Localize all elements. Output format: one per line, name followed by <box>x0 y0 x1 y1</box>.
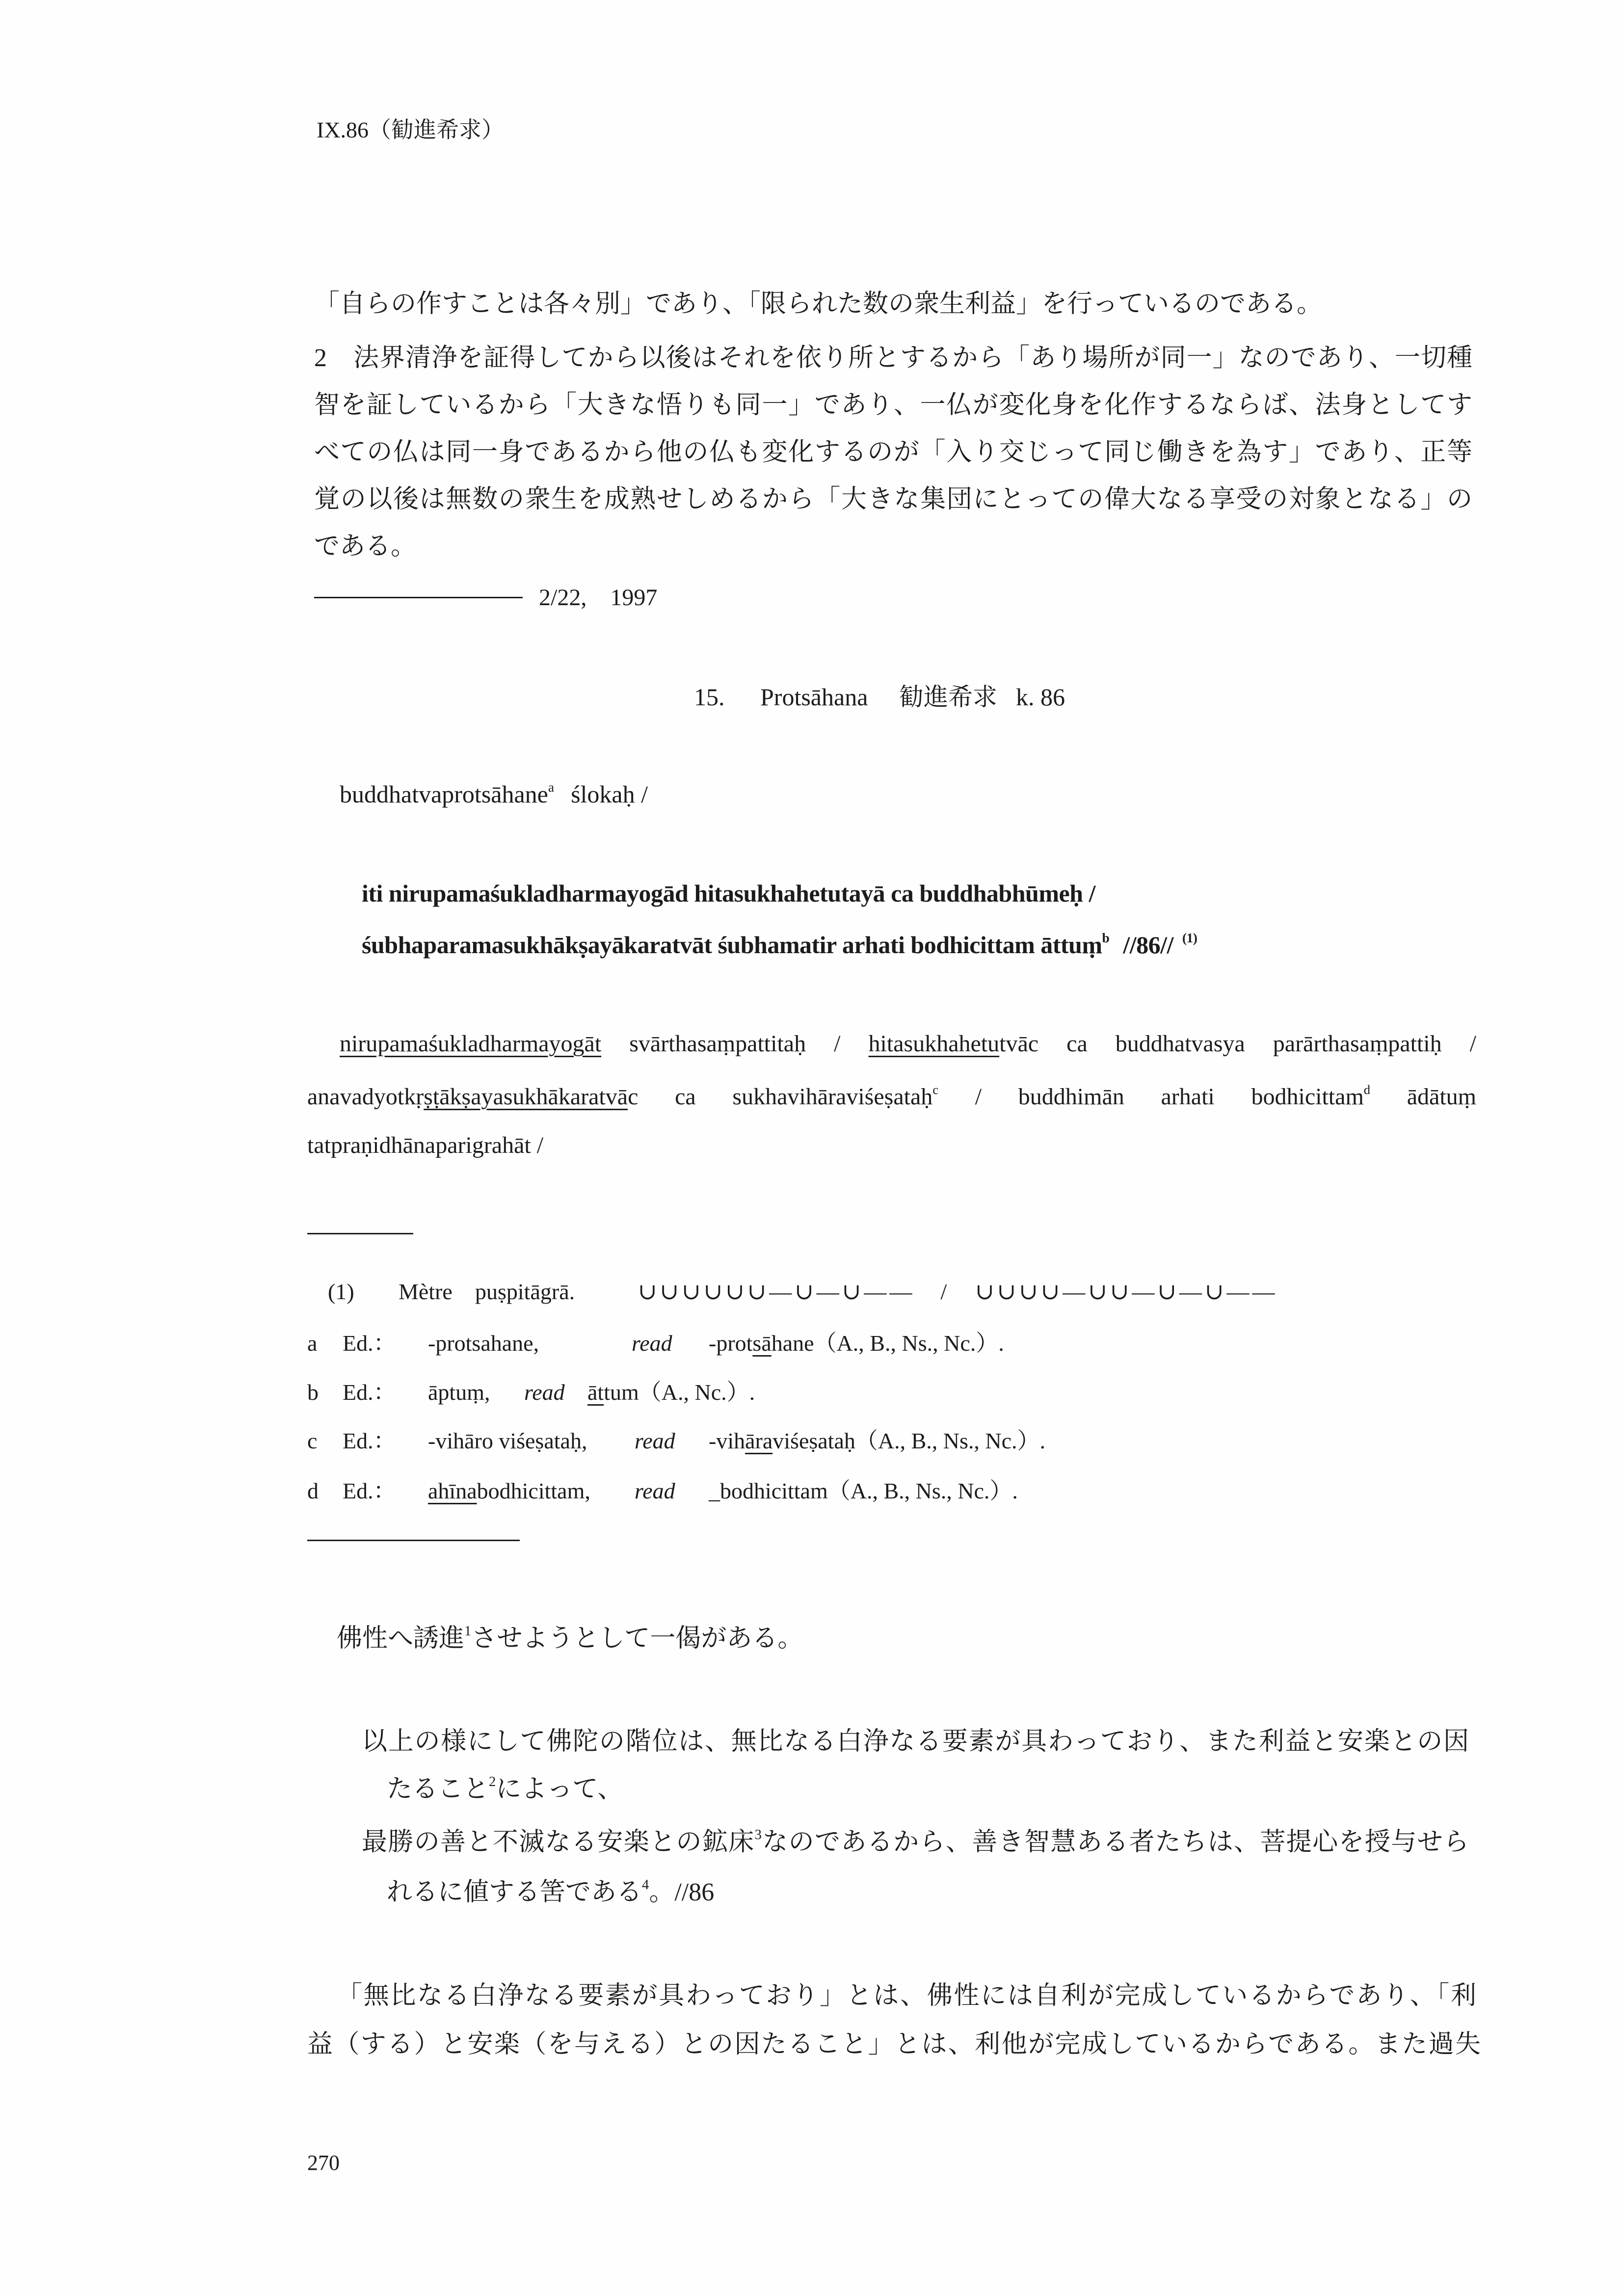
prev-commentary-line: 智を証しているから「大きな悟りも同一」であり、一仏が変化身を化作するならば、法身としてす <box>314 391 1472 419</box>
commentary-text: c ca sukhavihāraviśeṣataḥ <box>628 1084 933 1110</box>
footnote-reading: -vihāro viśeṣataḥ, <box>428 1428 587 1453</box>
metre-note-marker: (1) <box>1182 930 1198 945</box>
reading-text: bodhicittam, <box>477 1478 590 1503</box>
footnote-rule <box>307 1233 413 1234</box>
translation-text: 。//86 <box>649 1878 715 1906</box>
reading-underlined: ahīna <box>428 1478 477 1503</box>
correction-text: viśeṣataḥ（A., B., Ns., Nc.）. <box>772 1428 1046 1453</box>
footnote-edition: Ed.： <box>343 1478 396 1503</box>
footnote-read-label: read <box>524 1380 565 1405</box>
translation-text: によって、 <box>496 1775 623 1803</box>
underlined-term: ṣṭākṣayasukhākaratvā <box>424 1084 628 1110</box>
footnote-marker: d <box>1363 1082 1370 1097</box>
section-title-sanskrit: Protsāhana <box>760 683 868 711</box>
running-head: IX.86（勧進希求） <box>317 117 505 142</box>
section-number: 15. <box>694 683 725 711</box>
translation-intro <box>337 1624 803 1654</box>
prev-commentary-line: 「自らの作すことは各々別」であり、「限られた数の衆生利益」を行っているのである。 <box>314 290 1323 318</box>
translation-verse-line <box>362 1827 1469 1858</box>
translation-verse-line: 以上の様にして佛陀の階位は、無比なる白浄なる要素が具わっており、また利益と安楽との因 <box>362 1728 1469 1756</box>
commentary-line-2 <box>307 1083 1476 1111</box>
correction-underlined: sā <box>752 1331 772 1356</box>
verse-number: //86// <box>1123 931 1173 959</box>
footnote-correction <box>709 1330 1004 1357</box>
footnote-label: (1) <box>328 1279 354 1304</box>
prev-commentary-line: 2 法界清浄を証得してから以後はそれを依り所とするから「あり場所が同一」なのであり、一切種 <box>314 344 1472 372</box>
verse-line-2 <box>362 930 1197 960</box>
correction-text: -prot <box>709 1331 753 1356</box>
footnote-key: d <box>307 1478 319 1503</box>
footnote-edition: Ed.： <box>343 1380 396 1405</box>
note-marker: 2 <box>489 1774 496 1790</box>
note-marker: 4 <box>642 1877 649 1893</box>
correction-underlined: āt <box>587 1380 604 1405</box>
footnote-b <box>307 1379 1534 1408</box>
note-marker: 3 <box>754 1827 762 1843</box>
sanskrit-intro-rest: ślokaḥ / <box>571 780 648 808</box>
footnote-correction <box>587 1379 755 1406</box>
translation-text: させようとして一偈がある。 <box>471 1625 803 1653</box>
metre-name: puṣpitāgrā. <box>475 1279 575 1304</box>
footnote-key: c <box>307 1428 318 1453</box>
footnote-term: Mètre <box>399 1279 453 1304</box>
footnote-reading: -protsahane, <box>428 1331 539 1356</box>
translation-verse-line <box>387 1877 714 1908</box>
commentary-text: / buddhimān arhati bodhicittam <box>938 1084 1364 1110</box>
footnote-read-label: read <box>635 1478 675 1503</box>
verse-line-2-text: śubhaparamasukhākṣayākaratvāt śubhamatir arhati bodhicittam āttuṃ <box>362 931 1102 959</box>
commentary-line-3: tatpraṇidhānaparigrahāt / <box>307 1132 544 1158</box>
footnote-edition: Ed.： <box>343 1428 396 1453</box>
footnote-d <box>307 1477 1534 1507</box>
correction-underlined: āra <box>745 1428 773 1453</box>
correction-text: tum（A., Nc.）. <box>604 1380 755 1405</box>
prev-commentary-line: である。 <box>314 533 417 561</box>
translation-commentary-line: 益（する）と安楽（を与える）との因たること」とは、利他が完成しているからである。また過失 <box>307 2030 1481 2058</box>
translation-text: れるに値する筈である <box>387 1878 642 1906</box>
footnote-marker: c <box>932 1082 939 1097</box>
footnote-end-rule <box>307 1540 520 1541</box>
prev-commentary-line: 覚の以後は無数の衆生を成熟せしめるから「大きな集団にとっての偉大なる享受の対象となる」の <box>314 485 1472 513</box>
correction-text: -vih <box>709 1428 745 1453</box>
translation-text: 最勝の善と不滅なる安楽との鉱床 <box>362 1828 755 1856</box>
underlined-term: hitasukhahetu <box>868 1031 1000 1057</box>
sanskrit-intro-word: buddhatvaprotsāhane <box>340 780 548 808</box>
footnote-key: b <box>307 1380 319 1405</box>
footnote-reading: āptuṃ, <box>428 1380 490 1405</box>
footnote-read-label: read <box>635 1428 675 1453</box>
date-rule <box>314 597 523 598</box>
commentary-line-1 <box>340 1030 1476 1058</box>
translation-text: なのであるから、善き智慧ある者たちは、菩提心を授与せら <box>761 1828 1469 1856</box>
footnote-marker: b <box>1102 930 1110 945</box>
footnote-a <box>307 1330 1534 1359</box>
commentary-text: ādātuṃ <box>1370 1084 1477 1110</box>
prev-commentary-line: べての仏は同一身であるから他の仏も変化するのが「入り交じって同じ働きを為す」であり、正等 <box>314 438 1472 466</box>
translation-verse-line <box>387 1774 623 1805</box>
footnote-reading <box>428 1477 590 1504</box>
date-stamp: 2/22, 1997 <box>539 585 658 611</box>
page-number: 270 <box>307 2151 340 2175</box>
footnote-marker: a <box>548 779 555 795</box>
sanskrit-intro-line <box>340 779 648 809</box>
note-marker: 1 <box>464 1624 472 1639</box>
footnote-correction: _bodhicittam（A., B., Ns., Nc.）. <box>709 1478 1018 1503</box>
footnote-key: a <box>307 1331 318 1356</box>
section-karika-number: k. 86 <box>1016 683 1065 711</box>
section-title-japanese: 勧進希求 <box>899 683 997 711</box>
translation-commentary-line: 「無比なる白浄なる要素が具わっており」とは、佛性には自利が完成しているからであり、「利 <box>337 1982 1476 2010</box>
commentary-text: anavadyotkṛ <box>307 1084 424 1110</box>
correction-text: hane（A., B., Ns., Nc.）. <box>771 1331 1004 1356</box>
translation-text: 佛性へ誘進 <box>337 1625 465 1653</box>
metre-pattern: ∪∪∪∪∪∪—∪—∪—— / ∪∪∪∪—∪∪—∪—∪—— <box>638 1279 1278 1304</box>
translation-text: たること <box>387 1775 489 1803</box>
footnote-correction <box>709 1427 1045 1454</box>
footnote-edition: Ed.： <box>343 1331 396 1356</box>
underlined-term: nirupamaśukladharmayogāt <box>340 1031 602 1057</box>
commentary-text: tvāc ca buddhatvasya parārthasaṃpattiḥ / <box>999 1031 1477 1057</box>
footnote-c <box>307 1427 1534 1457</box>
verse-line-1: iti nirupamaśukladharmayogād hitasukhahetutayā ca buddhabhūmeḥ / <box>362 880 1095 907</box>
footnote-read-label: read <box>632 1331 672 1356</box>
footnote-metre <box>307 1278 1534 1308</box>
commentary-text: svārthasaṃpattitaḥ / <box>601 1031 869 1057</box>
